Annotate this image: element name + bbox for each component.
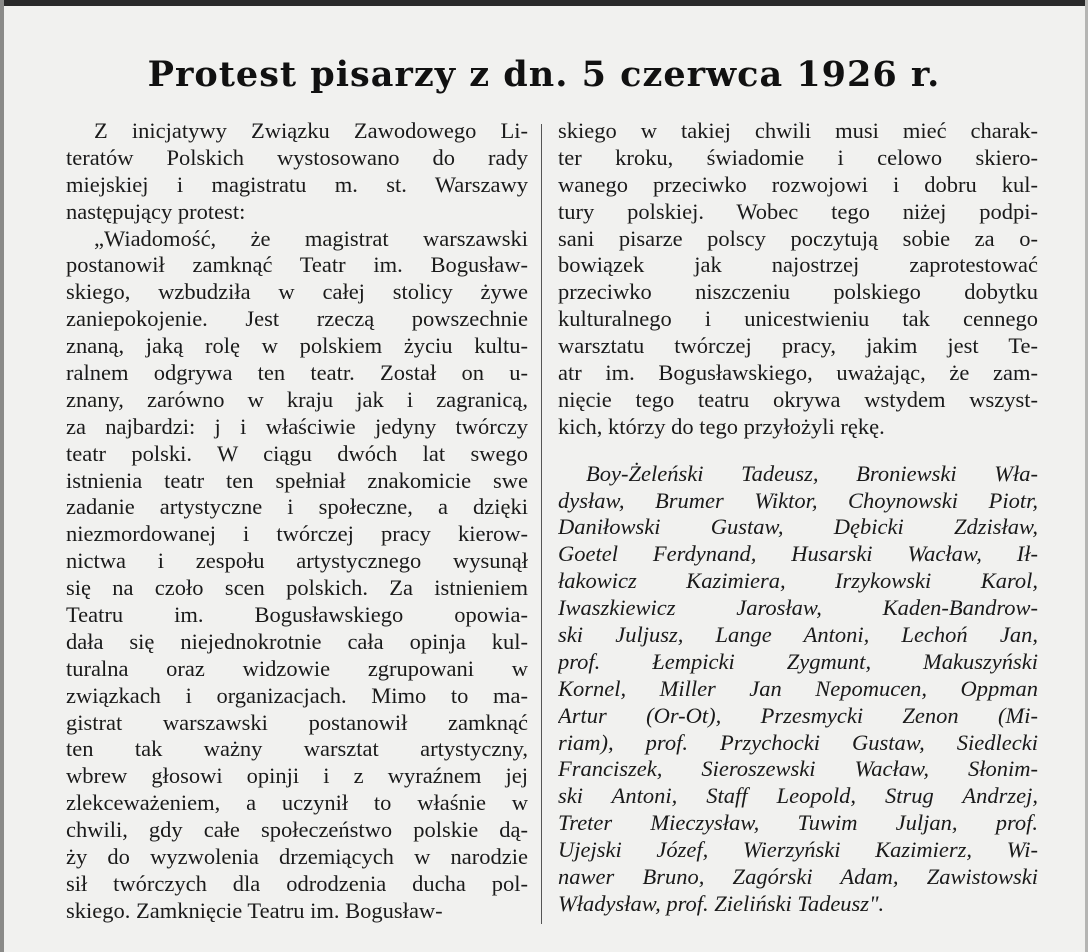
signature-line: Goetel Ferdynand, Husarski Wacław, Ił- [558, 541, 1038, 567]
body-text-line: się na czoło scen polskich. Za istnieniem [66, 575, 528, 601]
column-divider [541, 124, 542, 924]
top-rule [0, 0, 1088, 6]
body-text-line: kulturalnego i unicestwieniu tak cennego [558, 306, 1038, 332]
body-text-line: zaniepokojenie. Jest rzeczą powszechnie [66, 306, 528, 332]
body-text-line: niezmordowanej i twórczej pracy kierow- [66, 521, 528, 547]
signature-line: Boy-Żeleński Tadeusz, Broniewski Wła- [586, 460, 1038, 486]
signature-line: Władysław, prof. Zieliński Tadeusz". [558, 890, 885, 916]
signature-line: Ujejski Józef, Wierzyński Kazimierz, Wi- [558, 837, 1038, 863]
body-text-line: postanowił zamknąć Teatr im. Bogusław- [66, 252, 528, 278]
article-column-right [558, 118, 1038, 918]
body-text-line: chwili, gdy całe społeczeństwo polskie dą- [66, 817, 528, 843]
body-text-line: wanego przeciwko rozwojowi i dobru kul- [558, 171, 1038, 197]
body-text-line: nięcie tego teatru okrywa wstydem wszyst- [558, 386, 1038, 412]
body-text-line: miejskiej i magistratu m. st. Warszawy [66, 171, 528, 197]
body-text-line: wbrew głosowi opinji i z wyraźnem jej [66, 763, 528, 789]
signature-line: Iwaszkiewicz Jarosław, Kaden-Bandrow- [558, 595, 1038, 621]
body-text-line: sani pisarze polscy poczytują sobie za o- [558, 225, 1038, 251]
signature-line: Kornel, Miller Jan Nepomucen, Oppman [558, 675, 1038, 701]
body-text-line: za najbardzi: j i właściwie jedyny twórczy [66, 413, 528, 439]
body-text-line: teatr polski. W ciągu dwóch lat swego [66, 440, 528, 466]
page-edge-left [0, 0, 4, 952]
signature-line: prof. Łempicki Zygmunt, Makuszyński [558, 648, 1038, 674]
signature-line: dysław, Brumer Wiktor, Choynowski Piotr, [558, 487, 1038, 513]
body-text-line: teratów Polskich wystosowano do rady [66, 144, 528, 170]
body-text-line: związkach i organizacjach. Mimo to ma- [66, 682, 528, 708]
body-text-line: ralnem odgrywa ten teatr. Został on u- [66, 360, 528, 386]
article-column-left [66, 118, 528, 925]
body-text-line: Z inicjatywy Związku Zawodowego Li- [94, 118, 528, 143]
signature-line: Treter Mieczysław, Tuwim Juljan, prof. [558, 810, 1038, 836]
body-text-line: zadanie artystyczne i społeczne, a dzięki [66, 494, 528, 520]
body-text-line: warsztatu twórczej pracy, jakim jest Te- [558, 333, 1038, 359]
body-text-line: skiego, wzbudziła w całej stolicy żywe [66, 279, 528, 305]
body-text-line: gistrat warszawski postanowił zamknąć [66, 709, 528, 735]
body-text-line: sił twórczych dla odrodzenia ducha pol- [66, 870, 528, 896]
body-text-line: znaną, jaką rolę w polskiem życiu kultu- [66, 333, 528, 359]
body-text-line: ter kroku, świadomie i celowo skiero- [558, 144, 1038, 170]
body-text-line: Teatru im. Bogusławskiego opowia- [66, 602, 528, 628]
body-text-line: dała się niejednokrotnie cała opinja kul- [66, 628, 528, 654]
body-text-line: istnienia teatr ten spełniał znakomicie swe [66, 467, 528, 493]
body-text-line: następujący protest: [66, 198, 246, 224]
body-text-line: nictwa i zespołu artystycznego wysunął [66, 548, 528, 574]
body-text-line: turalna oraz widzowie zgrupowani w [66, 655, 528, 681]
signature-line: łakowicz Kazimiera, Irzykowski Karol, [558, 568, 1038, 594]
body-text-line: przeciwko niszczeniu polskiego dobytku [558, 279, 1038, 305]
paragraph-gap [558, 441, 1038, 461]
body-text-line: „Wiadomość, że magistrat warszawski [94, 225, 528, 251]
signature-line: Artur (Or-Ot), Przesmycki Zenon (Mi- [558, 702, 1038, 728]
signature-line: nawer Bruno, Zagórski Adam, Zawistowski [558, 864, 1038, 890]
signature-line: Daniłowski Gustaw, Dębicki Zdzisław, [558, 514, 1038, 540]
body-text-line: atr im. Bogusławskiego, uważając, że zam- [558, 360, 1038, 386]
body-text-line: skiego w takiej chwili musi mieć charak- [558, 118, 1038, 143]
body-text-line: ży do wyzwolenia drzemiących w narodzie [66, 844, 528, 870]
body-text-line: bowiązek jak najostrzej zaprotestować [558, 252, 1038, 278]
body-text-line: ten tak ważny warsztat artystyczny, [66, 736, 528, 762]
body-text-line: tury polskiej. Wobec tego niżej podpi- [558, 198, 1038, 224]
body-text-line: znany, zarówno w kraju jak i zagranicą, [66, 386, 528, 412]
body-text-line: kich, którzy do tego przyłożyli rękę. [558, 413, 885, 439]
article-headline: Protest pisarzy z dn. 5 czerwca 1926 r. [147, 54, 941, 95]
signature-line: Franciszek, Sieroszewski Wacław, Słonim- [558, 756, 1038, 782]
signature-line: ski Juljusz, Lange Antoni, Lechoń Jan, [558, 622, 1038, 648]
signature-line: ski Antoni, Staff Leopold, Strug Andrzej, [558, 783, 1038, 809]
signature-line: riam), prof. Przychocki Gustaw, Siedlecki [558, 729, 1038, 755]
body-text-line: skiego. Zamknięcie Teatru im. Bogusław- [66, 897, 443, 923]
body-text-line: zlekceważeniem, a uczynił to właśnie w [66, 790, 528, 816]
